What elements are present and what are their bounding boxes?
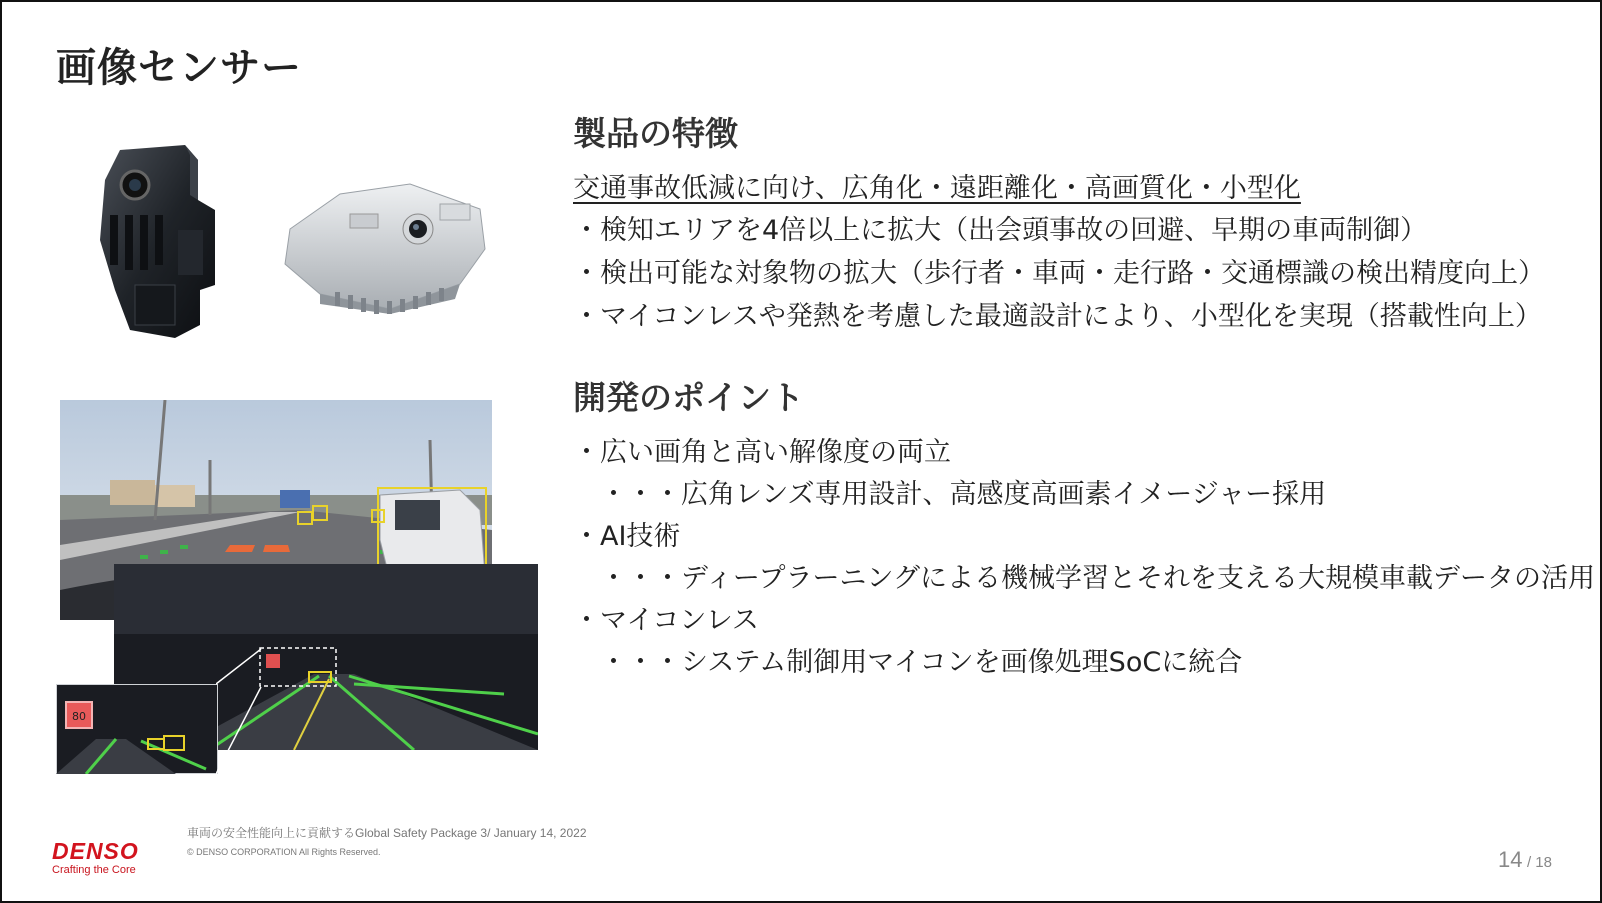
development-item-label: ・広い画角と高い解像度の両立: [573, 437, 951, 468]
denso-logo: [52, 838, 139, 876]
camera-product-silver-image: [280, 174, 492, 314]
development-item-detail: ・・・システム制御用マイコンを画像処理SoCに統合: [600, 647, 1243, 678]
page-title: 画像センサー: [56, 45, 302, 91]
camera-product-black-image: [90, 140, 240, 345]
feature-bullet: ・検出可能な対象物の拡大（歩行者・車両・走行路・交通標識の検出精度向上）: [573, 258, 1545, 289]
footer-copyright: © DENSO CORPORATION All Rights Reserved.: [187, 847, 381, 857]
development-heading: 開発のポイント: [573, 378, 804, 417]
current-page: 14: [1498, 847, 1523, 872]
features-heading: 製品の特徴: [573, 114, 738, 153]
logo-tagline: Crafting the Core: [52, 864, 136, 876]
development-item-label: ・AI技術: [573, 521, 681, 552]
speed-sign-text: 80: [72, 710, 86, 723]
total-pages: / 18: [1526, 854, 1552, 871]
footer-subtitle: 車両の安全性能向上に貢献するGlobal Safety Package 3/ January 14, 2022: [187, 826, 587, 840]
zoom-connector-lines: [216, 647, 266, 777]
features-lead: 交通事故低減に向け、広角化・遠距離化・高画質化・小型化: [573, 173, 1301, 204]
feature-bullet: ・検知エリアを4倍以上に拡大（出会頭事故の回避、早期の車両制御）: [573, 215, 1428, 246]
development-item-label: ・マイコンレス: [573, 605, 759, 636]
development-item-detail: ・・・広角レンズ専用設計、高感度高画素イメージャー採用: [600, 479, 1327, 510]
zoomed-sign-inset-image: [56, 684, 218, 774]
development-item-detail: ・・・ディープラーニングによる機械学習とそれを支える大規模車載データの活用: [600, 563, 1595, 594]
page-number: [1498, 847, 1552, 873]
feature-bullet: ・マイコンレスや発熱を考慮した最適設計により、小型化を実現（搭載性向上）: [573, 301, 1542, 332]
logo-text: DENSO: [52, 838, 139, 864]
